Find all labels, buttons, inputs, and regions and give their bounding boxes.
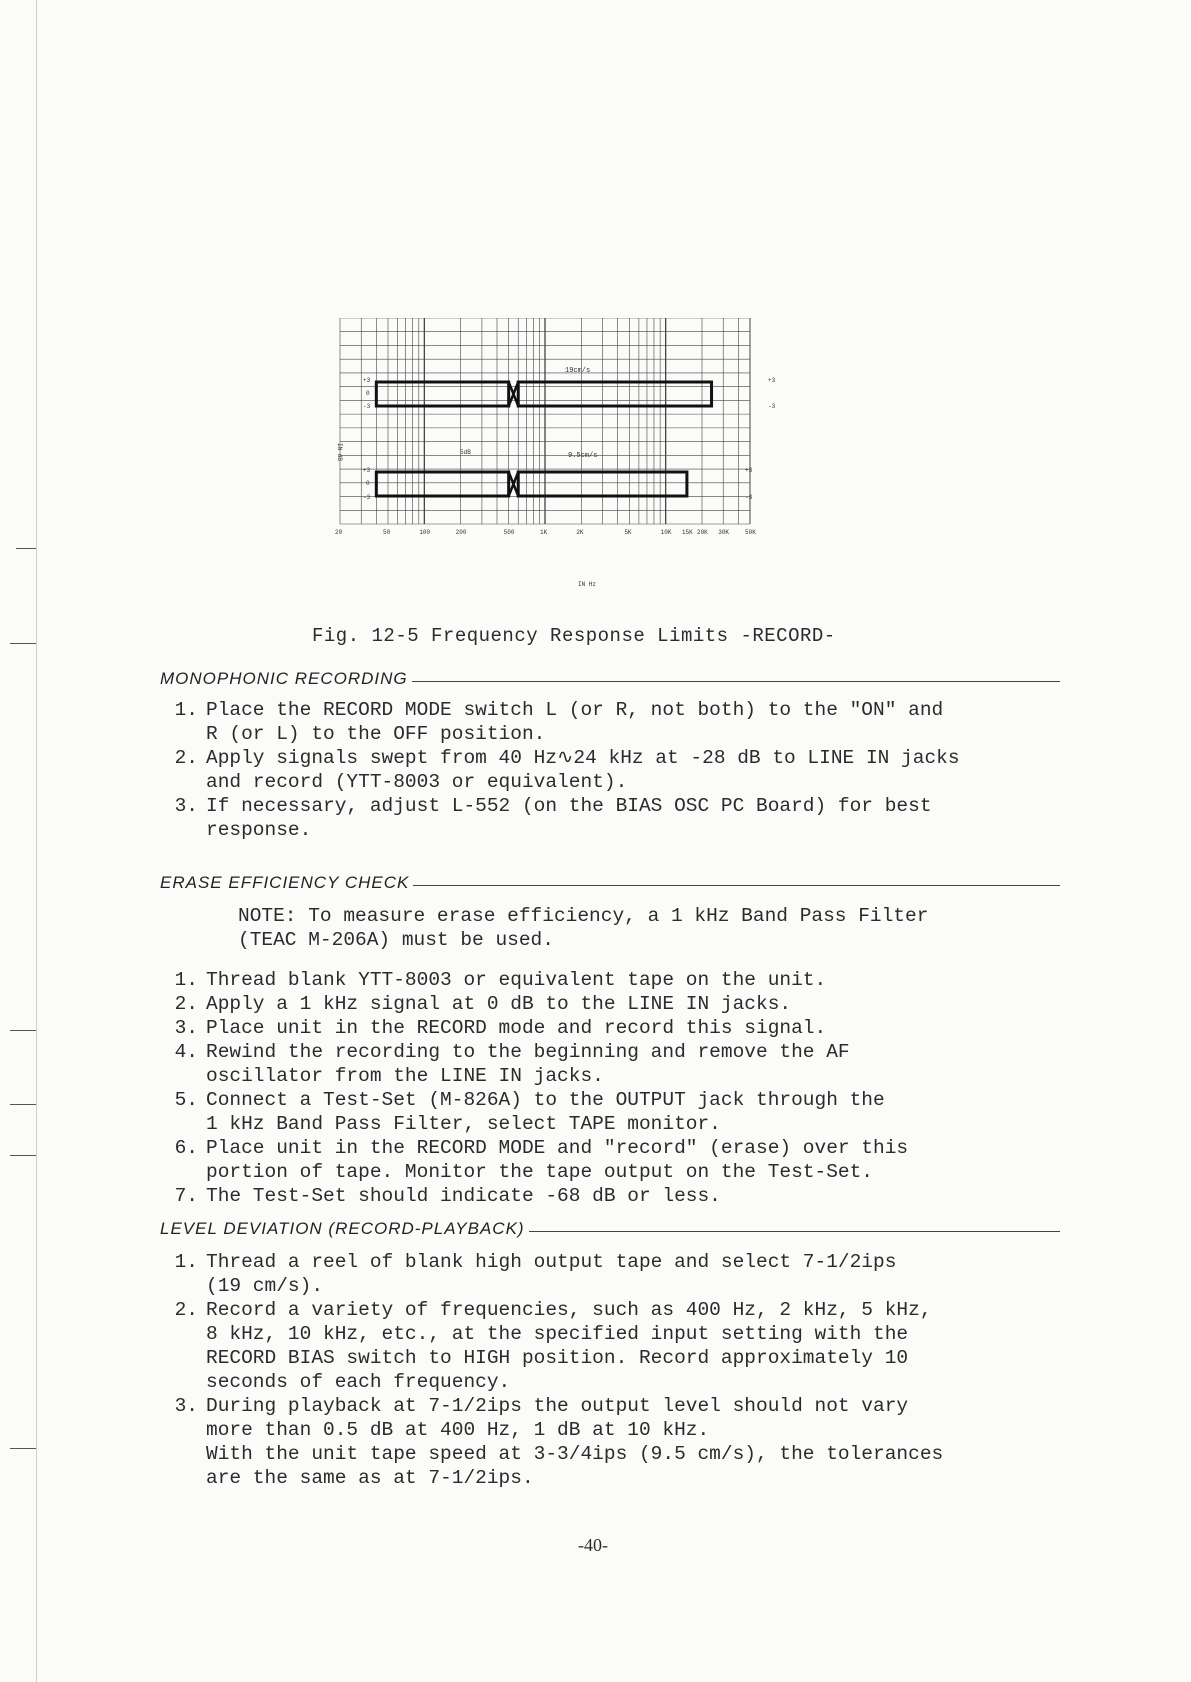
list-item (160, 698, 1060, 746)
list-item (160, 1088, 1060, 1136)
band1-minus-label: -3 (363, 403, 371, 410)
band2-right-plus-label: +3 (745, 467, 753, 474)
section-heading: MONOPHONIC RECORDING (160, 669, 408, 688)
item-number: 7. (174, 1185, 198, 1207)
x-tick-label: 1K (540, 529, 548, 536)
upper-band-label: 19cm/s (565, 367, 591, 375)
x-axis-label: IN Hz (578, 581, 597, 588)
section-level-deviation (160, 1218, 1060, 1490)
frequency-response-chart (320, 318, 820, 598)
item-text: The Test-Set should indicate -68 dB or less. (206, 1185, 721, 1207)
margin-tick (10, 1030, 36, 1031)
band2-minus-label: -3 (363, 494, 371, 501)
x-tick-label: 100 (419, 529, 431, 536)
list-item (160, 1040, 1060, 1088)
item-text: Rewind the recording to the beginning and remove the AF oscillator from the LINE IN jacks. (206, 1041, 850, 1087)
figure-caption: Fig. 12-5 Frequency Response Limits -RECORD- (312, 625, 836, 647)
list-item (160, 794, 1060, 842)
item-number: 2. (174, 1299, 198, 1321)
steps-list (160, 698, 1060, 842)
x-tick-label: 2K (576, 529, 584, 536)
section-heading: LEVEL DEVIATION (RECORD-PLAYBACK) (160, 1219, 525, 1238)
limit-box-low (376, 382, 508, 406)
item-text: Apply a 1 kHz signal at 0 dB to the LINE IN jacks. (206, 993, 792, 1015)
item-number: 4. (174, 1041, 198, 1063)
x-tick-labels (335, 529, 756, 536)
x-tick-label: 50K (745, 529, 756, 536)
heading-rule (413, 885, 1060, 886)
item-number: 1. (174, 1251, 198, 1273)
margin-tick (10, 643, 36, 644)
section-monophonic-recording (160, 668, 1060, 842)
band2-zero-label: 0 (366, 480, 370, 487)
item-number: 1. (174, 699, 198, 721)
margin-tick (16, 548, 36, 549)
band2-right-minus-label: -3 (745, 494, 753, 501)
x-tick-label: 20K (696, 529, 708, 536)
band2-plus-label: +3 (363, 467, 371, 474)
x-tick-label: 200 (455, 529, 467, 536)
steps-list (160, 1250, 1060, 1490)
item-text: Record a variety of frequencies, such as 400 Hz, 2 kHz, 5 kHz, 8 kHz, 10 kHz, etc., at the specified input setting with the RECORD BIAS switch to HIGH position. Record approximately 10 seconds of each frequency. (206, 1299, 932, 1393)
band1-right-plus-label: +3 (768, 377, 776, 384)
band1-zero-label: 0 (366, 390, 370, 397)
steps-list (160, 968, 1060, 1208)
item-text: During playback at 7-1/2ips the output level should not vary more than 0.5 dB at 400 Hz, 1 dB at 10 kHz. With the unit tape speed at 3-3/4ips (9.5 cm/s), the tolerances are the same as at 7-1/2ips. (206, 1395, 944, 1489)
section-heading-row (160, 1218, 1060, 1240)
note-text: NOTE: To measure erase efficiency, a 1 kHz Band Pass Filter (TEAC M-206A) must be used. (238, 905, 929, 951)
chart-grid (340, 318, 750, 524)
item-text: Place unit in the RECORD MODE and "record" (erase) over this portion of tape. Monitor the tape output on the Test-Set. (206, 1137, 909, 1183)
margin-tick (10, 1448, 36, 1449)
list-item (160, 992, 1060, 1016)
list-item (160, 968, 1060, 992)
page-left-edge (36, 0, 37, 1682)
item-number: 2. (174, 993, 198, 1015)
item-text: Place the RECORD MODE switch L (or R, not both) to the "ON" and R (or L) to the OFF position. (206, 699, 944, 745)
limit-box-low (376, 472, 508, 496)
limit-box-high (518, 382, 711, 406)
item-text: Place unit in the RECORD mode and record this signal. (206, 1017, 827, 1039)
x-tick-label: 15K (681, 529, 693, 536)
x-tick-label: 20 (335, 529, 343, 536)
item-text: If necessary, adjust L-552 (on the BIAS OSC PC Board) for best response. (206, 795, 932, 841)
section-heading: ERASE EFFICIENCY CHECK (160, 873, 410, 892)
x-tick-label: 50 (383, 529, 391, 536)
item-text: Connect a Test-Set (M-826A) to the OUTPUT jack through the 1 kHz Band Pass Filter, select TAPE monitor. (206, 1089, 885, 1135)
item-number: 3. (174, 1395, 198, 1417)
item-number: 3. (174, 795, 198, 817)
list-item (160, 746, 1060, 794)
lower-band-label: 9.5cm/s (568, 452, 598, 460)
x-tick-label: 10K (660, 529, 672, 536)
item-number: 6. (174, 1137, 198, 1159)
band1-right-minus-label: -3 (768, 403, 776, 410)
heading-rule (529, 1231, 1060, 1232)
band1-plus-label: +3 (363, 377, 371, 384)
item-number: 5. (174, 1089, 198, 1111)
list-item (160, 1016, 1060, 1040)
item-number: 2. (174, 747, 198, 769)
margin-tick (10, 1155, 36, 1156)
section-erase-efficiency-check (160, 872, 1060, 1208)
list-item (160, 1250, 1060, 1298)
section-heading-row (160, 668, 1060, 690)
item-text: Apply signals swept from 40 Hz∿24 kHz at -28 dB to LINE IN jacks and record (YTT-8003 or equivalent). (206, 747, 960, 793)
margin-tick (10, 1104, 36, 1105)
x-tick-label: 500 (503, 529, 515, 536)
list-item (160, 1298, 1060, 1394)
x-tick-label: 30K (718, 529, 730, 536)
x-tick-label: 5K (624, 529, 632, 536)
item-number: 1. (174, 969, 198, 991)
item-text: Thread blank YTT-8003 or equivalent tape on the unit. (206, 969, 827, 991)
item-text: Thread a reel of blank high output tape and select 7-1/2ips (19 cm/s). (206, 1251, 897, 1297)
list-item (160, 1136, 1060, 1184)
heading-rule (412, 681, 1060, 682)
item-number: 3. (174, 1017, 198, 1039)
limit-bands (376, 382, 711, 496)
page-number: -40- (578, 1535, 608, 1555)
section-heading-row (160, 872, 1060, 894)
list-item (160, 1184, 1060, 1208)
y-axis-label: IN dB (336, 443, 343, 462)
scale-label: 5dB (460, 449, 471, 456)
list-item (160, 1394, 1060, 1490)
